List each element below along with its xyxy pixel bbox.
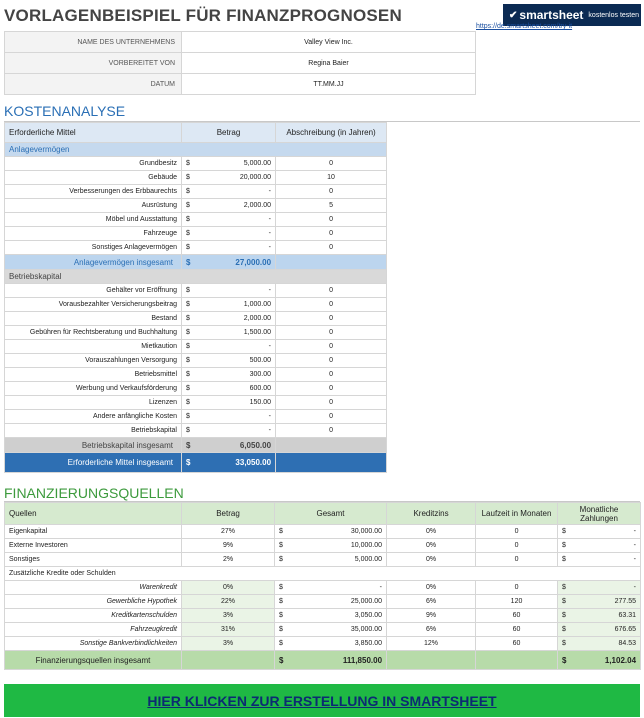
table-row <box>5 637 641 651</box>
column-header: Betrag <box>182 503 275 525</box>
company-info-table <box>4 31 476 95</box>
amount-value: - <box>194 213 276 227</box>
currency-symbol: $ <box>182 340 194 354</box>
term-months: 60 <box>476 637 558 651</box>
depreciation-years: 0 <box>276 396 387 410</box>
interest-rate: 6% <box>387 623 476 637</box>
row-label: Gewerbliche Hypothek <box>5 595 182 609</box>
interest-rate: 0% <box>387 525 476 539</box>
row-label: Fahrzeuge <box>5 227 182 241</box>
depreciation-years: 0 <box>276 340 387 354</box>
table-row <box>5 595 641 609</box>
row-label: Sonstiges Anlagevermögen <box>5 241 182 255</box>
percent-value: 3% <box>182 637 275 651</box>
currency-symbol: $ <box>558 595 570 609</box>
row-label: Werbung und Verkaufsförderung <box>5 382 182 396</box>
depreciation-years: 10 <box>276 171 387 185</box>
term-months: 60 <box>476 609 558 623</box>
currency-symbol: $ <box>558 609 570 623</box>
column-header: Kreditzins <box>387 503 476 525</box>
total-value: 25,000.00 <box>287 595 387 609</box>
currency-symbol: $ <box>182 396 194 410</box>
currency-symbol: $ <box>182 255 194 270</box>
depreciation-years: 0 <box>276 354 387 368</box>
monthly-payment: - <box>570 525 641 539</box>
currency-symbol: $ <box>275 595 287 609</box>
percent-value: 22% <box>182 595 275 609</box>
row-label: Gebühren für Rechtsberatung und Buchhaltung <box>5 326 182 340</box>
total-value: 6,050.00 <box>194 438 276 453</box>
monthly-payment: - <box>570 539 641 553</box>
brand-name: smartsheet <box>519 8 584 22</box>
row-label: Gebäude <box>5 171 182 185</box>
row-label: Vorausbezahlter Versicherungsbeitrag <box>5 298 182 312</box>
table-row <box>5 623 641 637</box>
percent-value: 27% <box>182 525 275 539</box>
currency-symbol: $ <box>275 581 287 595</box>
table-row <box>5 326 387 340</box>
currency-symbol: $ <box>558 623 570 637</box>
total-label: Betriebskapital insgesamt <box>5 438 182 453</box>
info-row <box>5 53 476 74</box>
section-total-row <box>5 255 387 270</box>
row-label: Warenkredit <box>5 581 182 595</box>
term-months: 0 <box>476 539 558 553</box>
currency-symbol: $ <box>182 171 194 185</box>
currency-symbol: $ <box>182 213 194 227</box>
row-label: Lizenzen <box>5 396 182 410</box>
interest-rate: 0% <box>387 581 476 595</box>
row-label: Kreditkartenschulden <box>5 609 182 623</box>
column-header: Abschreibung (in Jahren) <box>276 123 387 143</box>
financing-total-value: 111,850.00 <box>287 651 387 670</box>
column-header: Laufzeit in Monaten <box>476 503 558 525</box>
term-months: 60 <box>476 623 558 637</box>
financing-table <box>4 502 641 670</box>
table-row <box>5 199 387 213</box>
table-row <box>5 284 387 298</box>
currency-symbol: $ <box>558 637 570 651</box>
total-value: 5,000.00 <box>287 553 387 567</box>
depreciation-years: 0 <box>276 227 387 241</box>
total-value: 3,850.00 <box>287 637 387 651</box>
section-title: Anlagevermögen <box>5 143 387 157</box>
amount-value: 2,000.00 <box>194 312 276 326</box>
empty-cell <box>182 651 275 670</box>
table-row <box>5 609 641 623</box>
financing-header-row <box>5 503 641 525</box>
total-label: Anlagevermögen insgesamt <box>5 255 182 270</box>
table-row <box>5 581 641 595</box>
currency-symbol: $ <box>182 241 194 255</box>
amount-value: 600.00 <box>194 382 276 396</box>
depreciation-years: 0 <box>276 213 387 227</box>
brand-cta: kostenlos testen <box>588 11 640 19</box>
total-value: 10,000.00 <box>287 539 387 553</box>
amount-value: - <box>194 185 276 199</box>
term-months: 0 <box>476 553 558 567</box>
empty-cell <box>276 438 387 453</box>
amount-value: 1,000.00 <box>194 298 276 312</box>
row-label: Fahrzeugkredit <box>5 623 182 637</box>
total-value: 30,000.00 <box>287 525 387 539</box>
financing-total-row <box>5 651 641 670</box>
term-months: 0 <box>476 525 558 539</box>
amount-value: - <box>194 227 276 241</box>
currency-symbol: $ <box>182 438 194 453</box>
row-label: Möbel und Ausstattung <box>5 213 182 227</box>
section-header-row <box>5 270 387 284</box>
row-label: Gehälter vor Eröffnung <box>5 284 182 298</box>
column-header: Monatliche Zahlungen <box>558 503 641 525</box>
amount-value: - <box>194 340 276 354</box>
table-row <box>5 185 387 199</box>
currency-symbol: $ <box>558 651 570 670</box>
currency-symbol: $ <box>182 227 194 241</box>
percent-value: 31% <box>182 623 275 637</box>
currency-symbol: $ <box>182 368 194 382</box>
financing-heading: FINANZIERUNGSQUELLEN <box>4 485 184 501</box>
empty-cell <box>276 255 387 270</box>
column-header: Erforderliche Mittel <box>5 123 182 143</box>
currency-symbol: $ <box>275 651 287 670</box>
row-label: Betriebskapital <box>5 424 182 438</box>
column-header: Betrag <box>182 123 276 143</box>
table-row <box>5 227 387 241</box>
depreciation-years: 0 <box>276 382 387 396</box>
amount-value: 5,000.00 <box>194 157 276 171</box>
currency-symbol: $ <box>275 553 287 567</box>
cost-header-row <box>5 123 387 143</box>
smartsheet-link[interactable]: https://de.smartsheet.com/try-it <box>476 23 573 30</box>
currency-symbol: $ <box>275 637 287 651</box>
table-row <box>5 396 387 410</box>
table-row <box>5 213 387 227</box>
currency-symbol: $ <box>182 312 194 326</box>
row-label: Bestand <box>5 312 182 326</box>
table-row <box>5 525 641 539</box>
row-label: Ausrüstung <box>5 199 182 213</box>
monthly-payment: 63.31 <box>570 609 641 623</box>
depreciation-years: 5 <box>276 199 387 213</box>
depreciation-years: 0 <box>276 298 387 312</box>
info-label: NAME DES UNTERNEHMENS <box>5 32 182 53</box>
amount-value: 500.00 <box>194 354 276 368</box>
currency-symbol: $ <box>182 453 194 473</box>
smartsheet-check-icon: ✔ <box>509 9 518 21</box>
table-row <box>5 553 641 567</box>
total-label: Finanzierungsquellen insgesamt <box>5 651 182 670</box>
loans-label-row <box>5 567 641 581</box>
grand-total-label: Erforderliche Mittel insgesamt <box>5 453 182 473</box>
currency-symbol: $ <box>275 539 287 553</box>
table-row <box>5 382 387 396</box>
interest-rate: 12% <box>387 637 476 651</box>
currency-symbol: $ <box>275 623 287 637</box>
table-row <box>5 368 387 382</box>
cost-analysis-heading: KOSTENANALYSE <box>4 103 126 119</box>
currency-symbol: $ <box>182 410 194 424</box>
info-row <box>5 32 476 53</box>
depreciation-years: 0 <box>276 424 387 438</box>
monthly-payment: - <box>570 581 641 595</box>
table-row <box>5 171 387 185</box>
row-label: Vorauszahlungen Versorgung <box>5 354 182 368</box>
monthly-payment: 84.53 <box>570 637 641 651</box>
currency-symbol: $ <box>182 382 194 396</box>
currency-symbol: $ <box>558 525 570 539</box>
row-label: Sonstiges <box>5 553 182 567</box>
table-row <box>5 157 387 171</box>
total-value: - <box>287 581 387 595</box>
percent-value: 0% <box>182 581 275 595</box>
table-row <box>5 340 387 354</box>
depreciation-years: 0 <box>276 185 387 199</box>
row-label: Eigenkapital <box>5 525 182 539</box>
column-header: Quellen <box>5 503 182 525</box>
table-row <box>5 241 387 255</box>
currency-symbol: $ <box>558 553 570 567</box>
row-label: Grundbesitz <box>5 157 182 171</box>
cta-label: HIER KLICKEN ZUR ERSTELLUNG IN SMARTSHEET <box>147 692 497 709</box>
table-row <box>5 539 641 553</box>
amount-value: 300.00 <box>194 368 276 382</box>
currency-symbol: $ <box>182 298 194 312</box>
page-title: VORLAGENBEISPIEL FÜR FINANZPROGNOSEN <box>4 6 402 25</box>
amount-value: 1,500.00 <box>194 326 276 340</box>
monthly-payment: - <box>570 553 641 567</box>
monthly-payment: 277.55 <box>570 595 641 609</box>
empty-cell <box>276 453 387 473</box>
total-value: 35,000.00 <box>287 623 387 637</box>
section-title: Betriebskapital <box>5 270 387 284</box>
depreciation-years: 0 <box>276 410 387 424</box>
amount-value: - <box>194 424 276 438</box>
currency-symbol: $ <box>182 326 194 340</box>
row-label: Externe Investoren <box>5 539 182 553</box>
row-label: Mietkaution <box>5 340 182 354</box>
currency-symbol: $ <box>275 525 287 539</box>
info-label: DATUM <box>5 74 182 95</box>
create-in-smartsheet-button[interactable] <box>4 684 640 717</box>
interest-rate: 9% <box>387 609 476 623</box>
info-value: TT.MM.JJ <box>182 74 476 95</box>
amount-value: 2,000.00 <box>194 199 276 213</box>
table-row <box>5 424 387 438</box>
currency-symbol: $ <box>182 157 194 171</box>
empty-cell <box>387 651 476 670</box>
loans-label: Zusätzliche Kredite oder Schulden <box>5 567 641 581</box>
grand-total-value: 33,050.00 <box>194 453 276 473</box>
info-value: Valley View Inc. <box>182 32 476 53</box>
cost-analysis-table <box>4 122 387 473</box>
row-label: Verbesserungen des Erbbaurechts <box>5 185 182 199</box>
currency-symbol: $ <box>558 581 570 595</box>
percent-value: 3% <box>182 609 275 623</box>
currency-symbol: $ <box>558 539 570 553</box>
term-months: 120 <box>476 595 558 609</box>
currency-symbol: $ <box>182 424 194 438</box>
amount-value: 150.00 <box>194 396 276 410</box>
depreciation-years: 0 <box>276 157 387 171</box>
section-header-row <box>5 143 387 157</box>
term-months: 0 <box>476 581 558 595</box>
info-value: Regina Baier <box>182 53 476 74</box>
table-row <box>5 312 387 326</box>
row-label: Sonstige Bankverbindlichkeiten <box>5 637 182 651</box>
amount-value: - <box>194 241 276 255</box>
table-row <box>5 410 387 424</box>
percent-value: 9% <box>182 539 275 553</box>
currency-symbol: $ <box>275 609 287 623</box>
row-label: Andere anfängliche Kosten <box>5 410 182 424</box>
currency-symbol: $ <box>182 284 194 298</box>
info-label: VORBEREITET VON <box>5 53 182 74</box>
amount-value: - <box>194 410 276 424</box>
table-row <box>5 298 387 312</box>
currency-symbol: $ <box>182 185 194 199</box>
interest-rate: 0% <box>387 553 476 567</box>
depreciation-years: 0 <box>276 326 387 340</box>
currency-symbol: $ <box>182 354 194 368</box>
table-row <box>5 354 387 368</box>
grand-total-row <box>5 453 387 473</box>
depreciation-years: 0 <box>276 284 387 298</box>
depreciation-years: 0 <box>276 241 387 255</box>
monthly-payment: 676.65 <box>570 623 641 637</box>
depreciation-years: 0 <box>276 312 387 326</box>
column-header: Gesamt <box>275 503 387 525</box>
info-row <box>5 74 476 95</box>
depreciation-years: 0 <box>276 368 387 382</box>
amount-value: - <box>194 284 276 298</box>
interest-rate: 0% <box>387 539 476 553</box>
payment-total-value: 1,102.04 <box>570 651 641 670</box>
percent-value: 2% <box>182 553 275 567</box>
section-total-row <box>5 438 387 453</box>
total-value: 27,000.00 <box>194 255 276 270</box>
interest-rate: 6% <box>387 595 476 609</box>
currency-symbol: $ <box>182 199 194 213</box>
row-label: Betriebsmittel <box>5 368 182 382</box>
empty-cell <box>476 651 558 670</box>
total-value: 3,050.00 <box>287 609 387 623</box>
amount-value: 20,000.00 <box>194 171 276 185</box>
